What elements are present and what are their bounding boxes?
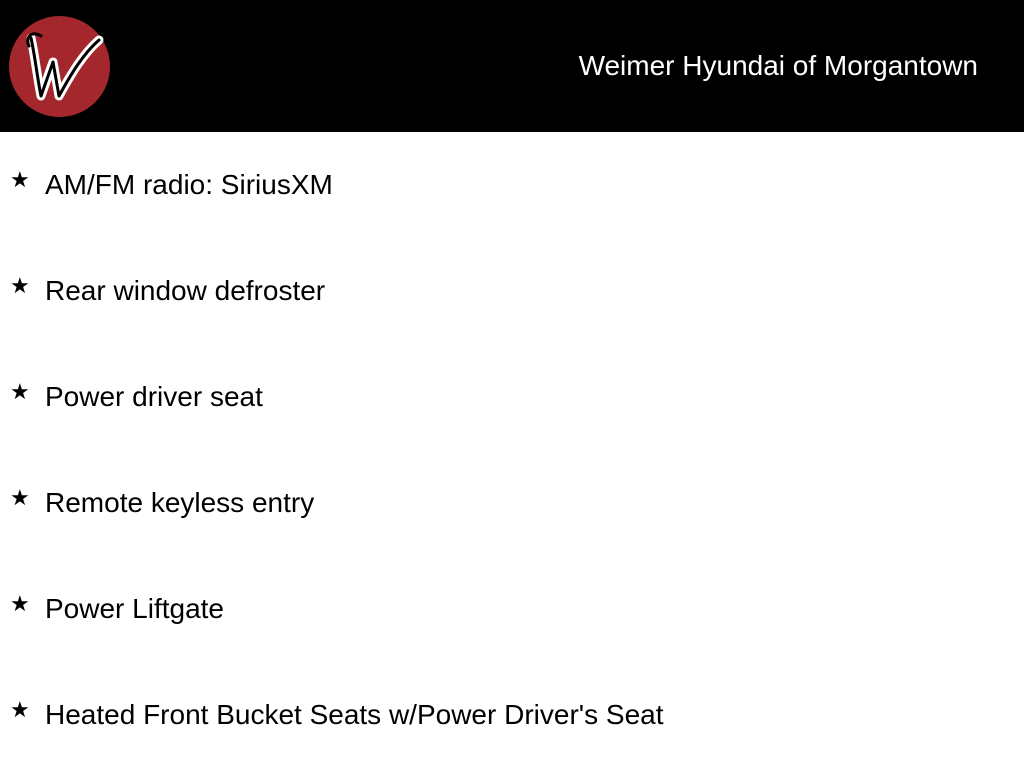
dealer-logo (9, 16, 110, 117)
list-item (0, 556, 1024, 662)
dealer-name: Weimer Hyundai of Morgantown (578, 50, 978, 81)
star-icon: ★ (10, 168, 30, 193)
star-icon: ★ (10, 486, 30, 511)
list-item (0, 132, 1024, 238)
star-icon: ★ (10, 380, 30, 405)
header-bar (0, 0, 1024, 132)
star-icon: ★ (10, 592, 30, 617)
star-icon: ★ (10, 274, 30, 299)
star-icon: ★ (10, 698, 30, 723)
feature-list (0, 132, 1024, 768)
list-item (0, 344, 1024, 450)
list-item (0, 662, 1024, 768)
feature-label: AM/FM radio: SiriusXM (45, 169, 333, 200)
list-item (0, 450, 1024, 556)
feature-label: Power driver seat (45, 381, 263, 412)
feature-label: Power Liftgate (45, 593, 224, 624)
feature-label: Heated Front Bucket Seats w/Power Driver's Seat (45, 699, 664, 730)
feature-label: Rear window defroster (45, 275, 326, 306)
feature-label: Remote keyless entry (45, 487, 315, 518)
list-item (0, 238, 1024, 344)
